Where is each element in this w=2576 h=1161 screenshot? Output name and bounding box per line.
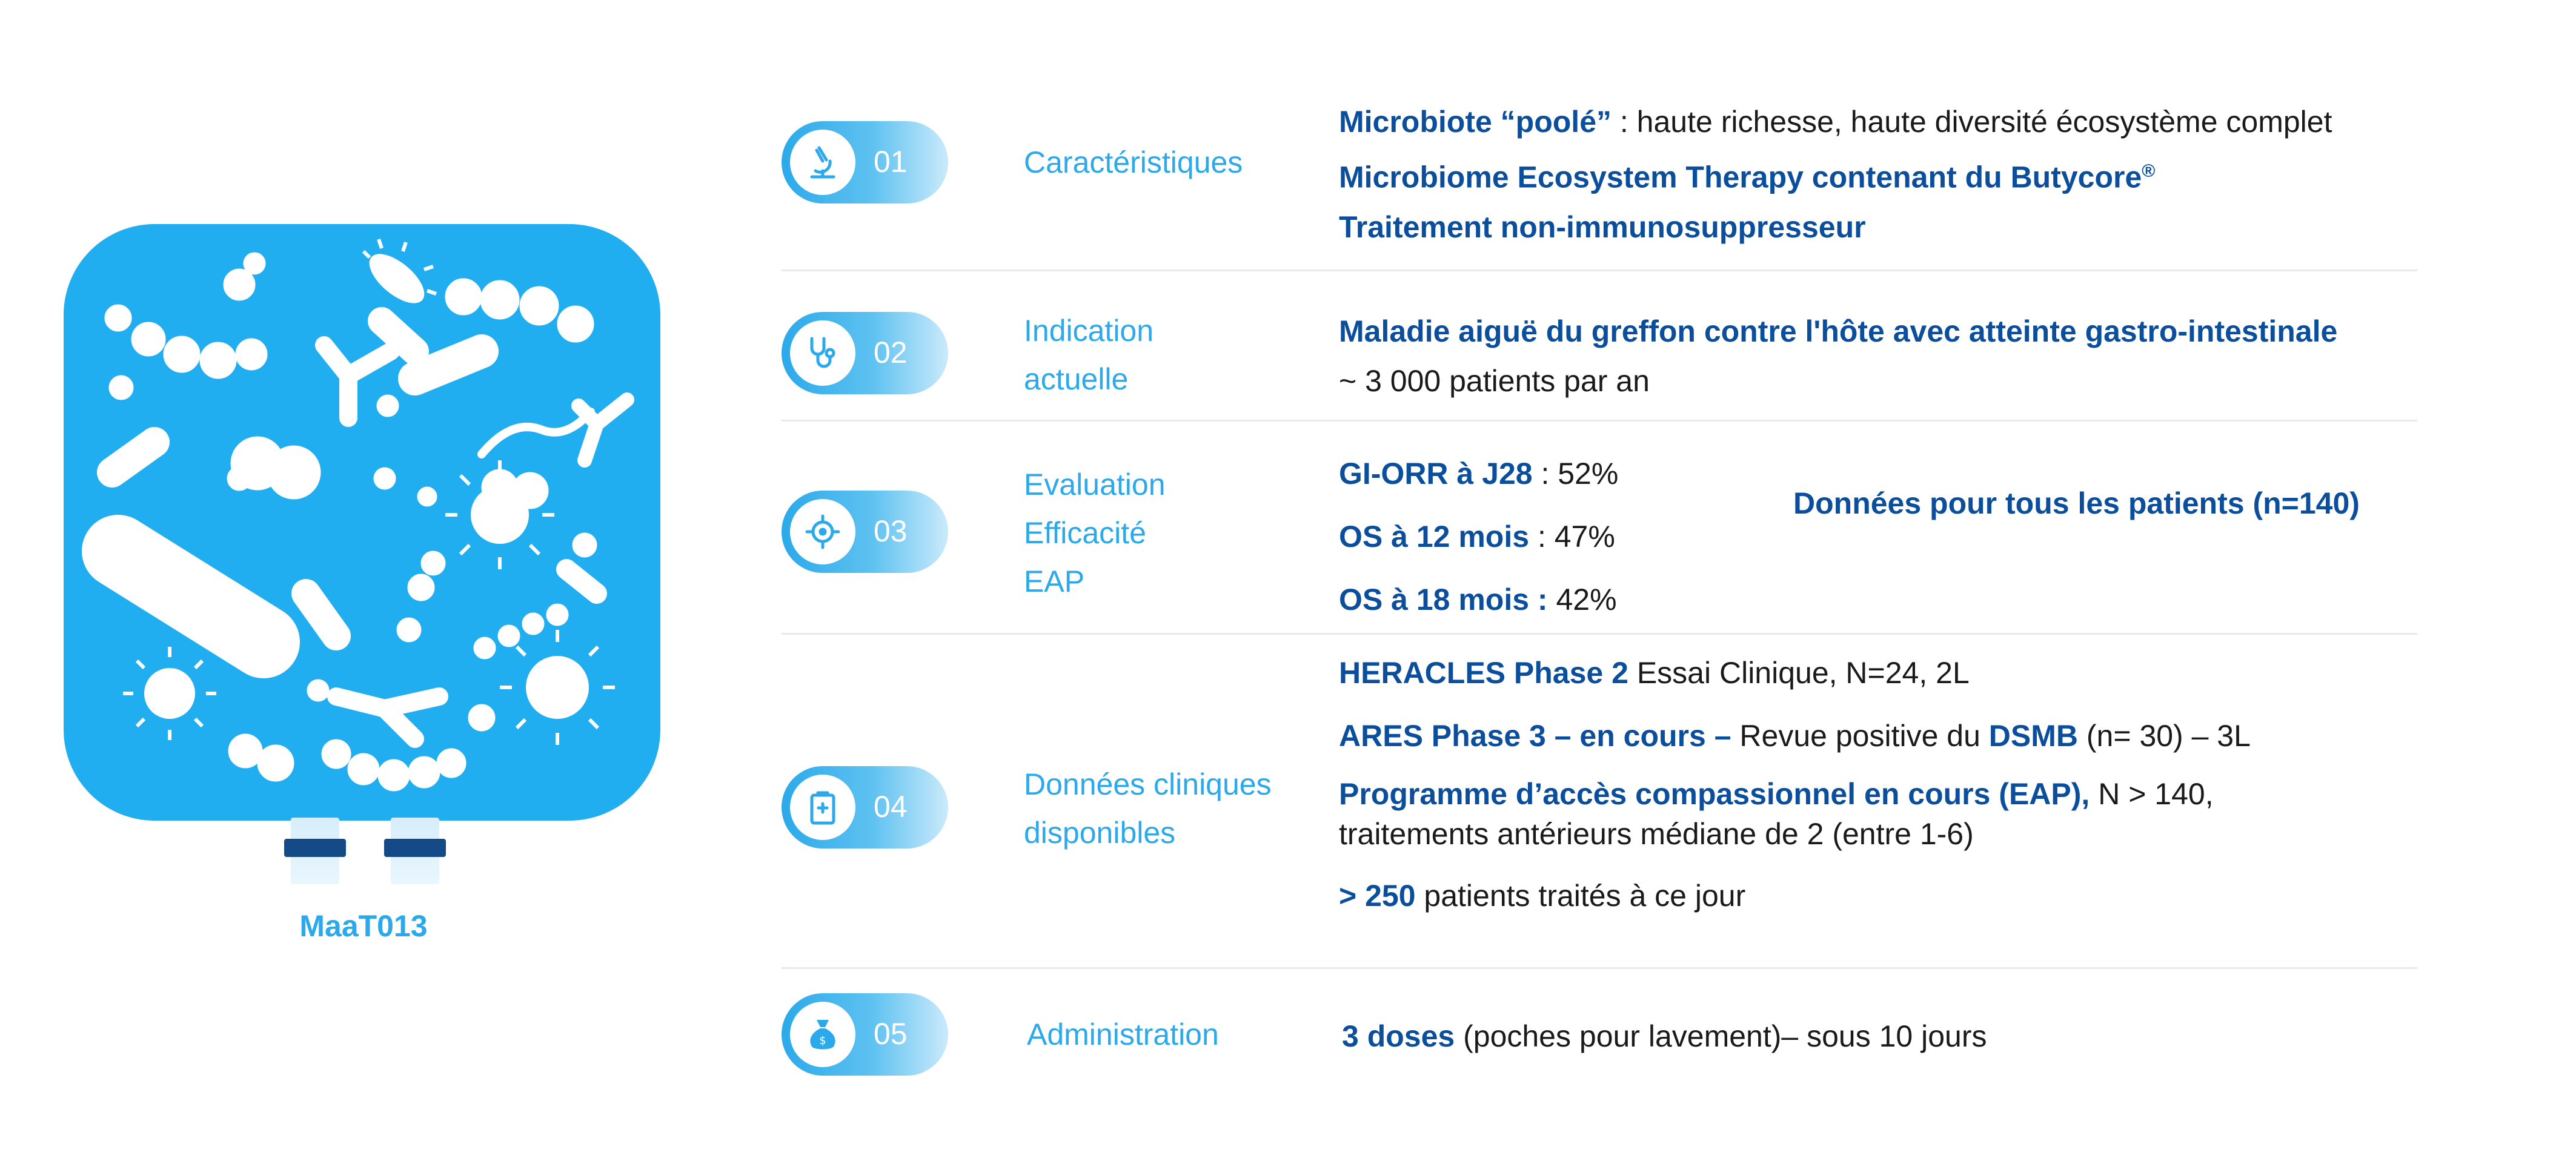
step-number-04: 04 [874,790,908,824]
row-label-administration: Administration [1027,1017,1219,1051]
eap-line-2: traitements antérieurs médiane de 2 (entre 1-6) [1339,817,1974,851]
row-content-administration [1342,1011,1987,1061]
step-badge-03 [782,491,948,573]
row-label-indication: Indication actuelle [1024,314,1154,396]
bag-clip-right [384,839,446,857]
step-badge-04 [782,766,948,848]
step-number-02: 02 [874,336,908,369]
separator-1 [782,270,2417,271]
microbiome-bag-illustration [64,224,660,821]
evaluation-note: Données pour tous les patients (n=140) [1793,486,2360,520]
product-illustration [0,0,757,1161]
stethoscope-icon [803,334,842,372]
step-number-01: 01 [874,145,908,179]
administration-line: 3 doses (poches pour lavement)– sous 10 jours [1342,1019,1987,1053]
svg-text:$: $ [819,1034,826,1047]
step-number-05: 05 [874,1017,908,1051]
row-evaluation [782,436,2417,630]
row-content-donnees-cliniques [1339,648,2251,921]
microscope-icon [803,143,842,182]
row-content-caracteristiques [1339,97,2332,252]
row-administration [782,993,2417,1090]
gi-orr-line: GI-ORR à J28 : 52% [1339,457,1619,491]
target-icon [803,512,842,551]
caracteristiques-line-2: Microbiome Ecosystem Therapy contenant du Butycore® [1339,160,2156,194]
row-indication [782,285,2417,418]
heracles-line: HERACLES Phase 2 Essai Clinique, N=24, 2L [1339,656,1970,690]
ares-line: ARES Phase 3 – en cours – Revue positive du DSMB (n= 30) – 3L [1339,719,2251,753]
os-12-line: OS à 12 mois : 47% [1339,520,1615,554]
os-18-line: OS à 18 mois : 42% [1339,583,1617,617]
caracteristiques-line-3: Traitement non-immunosuppresseur [1339,210,1866,244]
caracteristiques-line-1: Microbiote “poolé” : haute richesse, haute diversité écosystème complet [1339,105,2332,139]
separator-3 [782,633,2417,635]
product-name: MaaT013 [299,909,428,943]
row-label-donnees-cliniques: Données cliniques disponibles [1024,767,1272,850]
indication-line-2: ~ 3 000 patients par an [1339,364,1650,398]
eap-line-1: Programme d’accès compassionnel en cours (EAP), N > 140, [1339,777,2214,811]
row-label-caracteristiques: Caractéristiques [1024,145,1243,179]
step-badge-05 [782,993,948,1076]
row-label-evaluation: Evaluation Efficacité EAP [1024,468,1166,598]
clipboard-icon [803,788,842,827]
step-number-03: 03 [874,514,908,548]
step-badge-02 [782,312,948,394]
row-content-evaluation [1339,442,1618,631]
bag-clip-left [284,839,346,857]
row-content-indication [1339,306,2337,406]
step-badge-01 [782,121,948,203]
separator-4 [782,967,2417,969]
separator-2 [782,420,2417,422]
indication-line-1: Maladie aiguë du greffon contre l'hôte avec atteinte gastro-intestinale [1339,314,2338,348]
pouch-icon [803,1015,842,1054]
row-caracteristiques [782,97,2417,273]
row-donnees-cliniques [782,648,2417,963]
treated-line: > 250 patients traités à ce jour [1339,879,1746,913]
